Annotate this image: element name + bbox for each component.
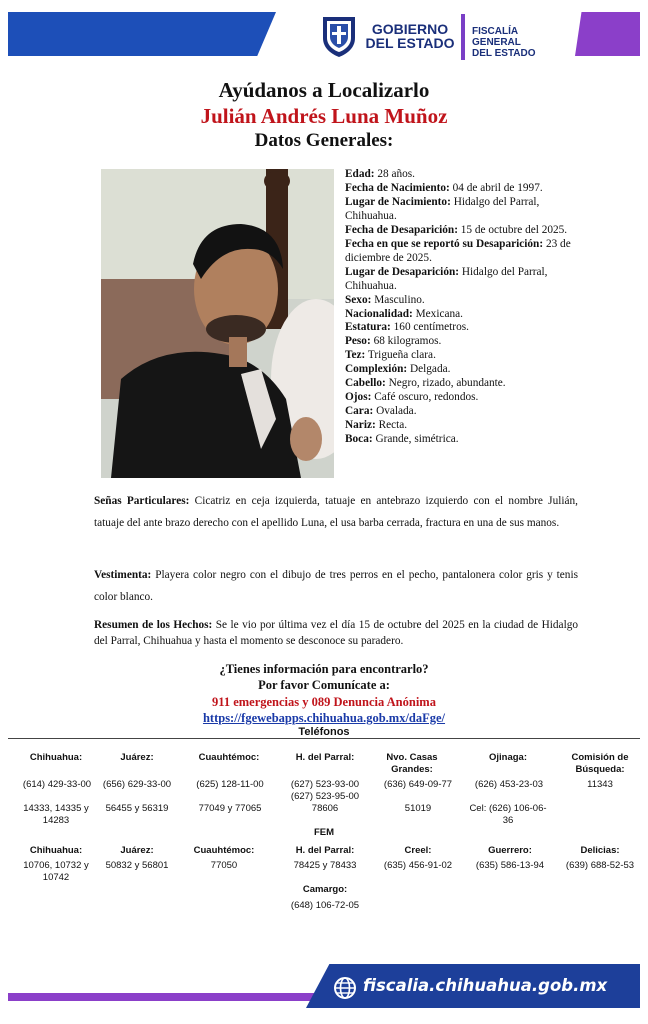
senas-particulares: Señas Particulares: Cicatriz en ceja izquierda, tatuaje en antebrazo izquierdo con el nombre Julián, tatuaje del ante brazo derecho con el apellido Luna, el usa barba cerrada, fractura en una de sus manos. — [94, 495, 578, 529]
tel-head-comision: Comisión de Búsqueda: — [571, 752, 629, 775]
tel-comision-ext: 11343 — [587, 779, 613, 790]
detail-tez: Tez: Trigueña clara. — [345, 349, 436, 362]
detail-fecha-nacimiento: Fecha de Nacimiento: 04 de abril de 1997. — [345, 181, 543, 194]
fem-chihuahua-ext: 10706, 10732 y 10742 — [23, 860, 89, 883]
gobierno-line2: DEL ESTADO — [365, 35, 455, 51]
fem-cuauhtemoc-ext: 77050 — [210, 860, 238, 871]
fem-delicias-phone: (639) 688-52-53 — [565, 860, 635, 871]
tel-ncg-phone: (636) 649-09-77 — [383, 779, 453, 790]
detail-complexion: Complexión: Delgada. — [345, 363, 451, 376]
fiscalia-line2: DEL ESTADO — [472, 48, 536, 59]
person-name: Julián Andrés Luna Muñoz — [200, 104, 448, 128]
detail-sexo: Sexo: Masculino. — [345, 293, 425, 306]
report-link[interactable]: https://fgewebapps.chihuahua.gob.mx/daFge/ — [202, 711, 446, 725]
fem-head-juarez: Juárez: — [120, 845, 154, 856]
fem-juarez-ext: 50832 y 56801 — [105, 860, 169, 871]
tel-juarez-ext: 56455 y 56319 — [105, 803, 169, 814]
tel-head-ojinaga: Ojinaga: — [488, 752, 527, 763]
fem-head-chihuahua: Chihuahua: — [29, 845, 83, 856]
detail-boca: Boca: Grande, simétrica. — [345, 433, 459, 446]
cta-link-row — [0, 711, 648, 726]
detail-estatura: Estatura: 160 centímetros. — [345, 321, 469, 334]
fem-head-parral: H. del Parral: — [295, 845, 355, 856]
tel-cuauhtemoc-phone: (625) 128-11-00 — [196, 779, 264, 790]
globe-icon — [333, 976, 357, 1000]
tel-chihuahua-ext: 14333, 14335 y 14283 — [23, 803, 89, 826]
detail-peso: Peso: 68 kilogramos. — [345, 335, 442, 348]
cta-emergency: 911 emergencias y 089 Denuncia Anónima — [212, 695, 436, 709]
fem-creel-phone: (635) 456-91-02 — [383, 860, 453, 871]
cta-question: ¿Tienes información para encontrarlo? — [219, 662, 429, 676]
detail-nacionalidad: Nacionalidad: Mexicana. — [345, 307, 463, 320]
fem-parral-ext: 78425 y 78433 — [293, 860, 357, 871]
fem-head-delicias: Delicias: — [580, 845, 620, 856]
tel-parral-ext: 78606 — [311, 803, 339, 814]
fem-head-camargo: Camargo: — [302, 884, 348, 895]
detail-edad: Edad: 28 años. — [345, 168, 415, 180]
footer-purple-bar — [8, 993, 338, 1001]
section-subtitle: Datos Generales: — [254, 130, 394, 151]
detail-lugar-desaparicion: Lugar de Desaparición: Hidalgo del Parral, Chihuahua. — [345, 265, 548, 292]
tel-ojinaga-phone: (626) 453-23-03 — [474, 779, 544, 790]
gobierno-line1: GOBIERNO — [371, 21, 449, 37]
tel-head-cuauhtemoc: Cuauhtémoc: — [198, 752, 260, 763]
fem-title: FEM — [313, 827, 335, 838]
resumen-hechos: Resumen de los Hechos: Se le vio por última vez el día 15 de octubre del 2025 en la ciudad de Hidalgo del Parral, Chihuahua y hasta el momento se desconoce su paradero. — [94, 619, 579, 647]
logo-divider — [461, 14, 465, 60]
tel-juarez-phone: (656) 629-33-00 — [102, 779, 172, 790]
gobierno-logo-text — [364, 22, 456, 50]
tel-head-juarez: Juárez: — [120, 752, 154, 763]
detail-fecha-reporte: Fecha en que se reportó su Desaparición: 23 de diciembre de 2025. — [345, 237, 571, 264]
cta-contact: Por favor Comunícate a: — [258, 678, 390, 692]
tel-ojinaga-cel: Cel: (626) 106-06-36 — [469, 803, 547, 826]
detail-cara: Cara: Ovalada. — [345, 405, 417, 418]
fem-guerrero-phone: (635) 586-13-94 — [475, 860, 545, 871]
page-title: Ayúdanos a Localizarlo — [218, 78, 430, 102]
tel-head-ncg: Nvo. Casas Grandes: — [386, 752, 438, 775]
tel-ncg-ext: 51019 — [404, 803, 432, 814]
detail-ojos: Ojos: Café oscuro, redondos. — [345, 391, 479, 404]
fem-camargo-phone: (648) 106-72-05 — [290, 900, 360, 911]
state-shield-icon — [320, 14, 358, 58]
fem-head-cuauhtemoc: Cuauhtémoc: — [193, 845, 255, 856]
vestimenta: Vestimenta: Playera color negro con el dibujo de tres perros en el pecho, pantalonera color gris y tenis color blanco. — [94, 569, 578, 603]
telefonos-title: Teléfonos — [298, 726, 350, 738]
footer-website[interactable]: fiscalia.chihuahua.gob.mx — [363, 976, 608, 995]
tel-cuauhtemoc-ext: 77049 y 77065 — [198, 803, 262, 814]
detail-fecha-desaparicion: Fecha de Desaparición: 15 de octubre del 2025. — [345, 223, 568, 236]
general-details — [345, 168, 587, 447]
fiscalia-logo-text — [472, 26, 542, 59]
tel-head-parral: H. del Parral: — [295, 752, 355, 763]
tel-parral-phone: (627) 523-93-00 (627) 523-95-00 — [290, 779, 360, 802]
header-blue-bar — [8, 12, 276, 56]
tel-head-chihuahua: Chihuahua: — [29, 752, 83, 763]
fem-head-guerrero: Guerrero: — [488, 845, 532, 856]
detail-nariz: Nariz: Recta. — [345, 419, 408, 432]
detail-lugar-nacimiento: Lugar de Nacimiento: Hidalgo del Parral, Chihuahua. — [345, 195, 540, 222]
fiscalia-line1: FISCALÍA GENERAL — [472, 26, 521, 48]
detail-cabello: Cabello: Negro, rizado, abundante. — [345, 377, 506, 390]
header-purple-bar — [575, 12, 640, 56]
fem-head-creel: Creel: — [404, 845, 432, 856]
tel-chihuahua-phone: (614) 429-33-00 — [22, 779, 92, 790]
person-photo — [101, 169, 334, 478]
telefonos-divider — [8, 738, 640, 739]
